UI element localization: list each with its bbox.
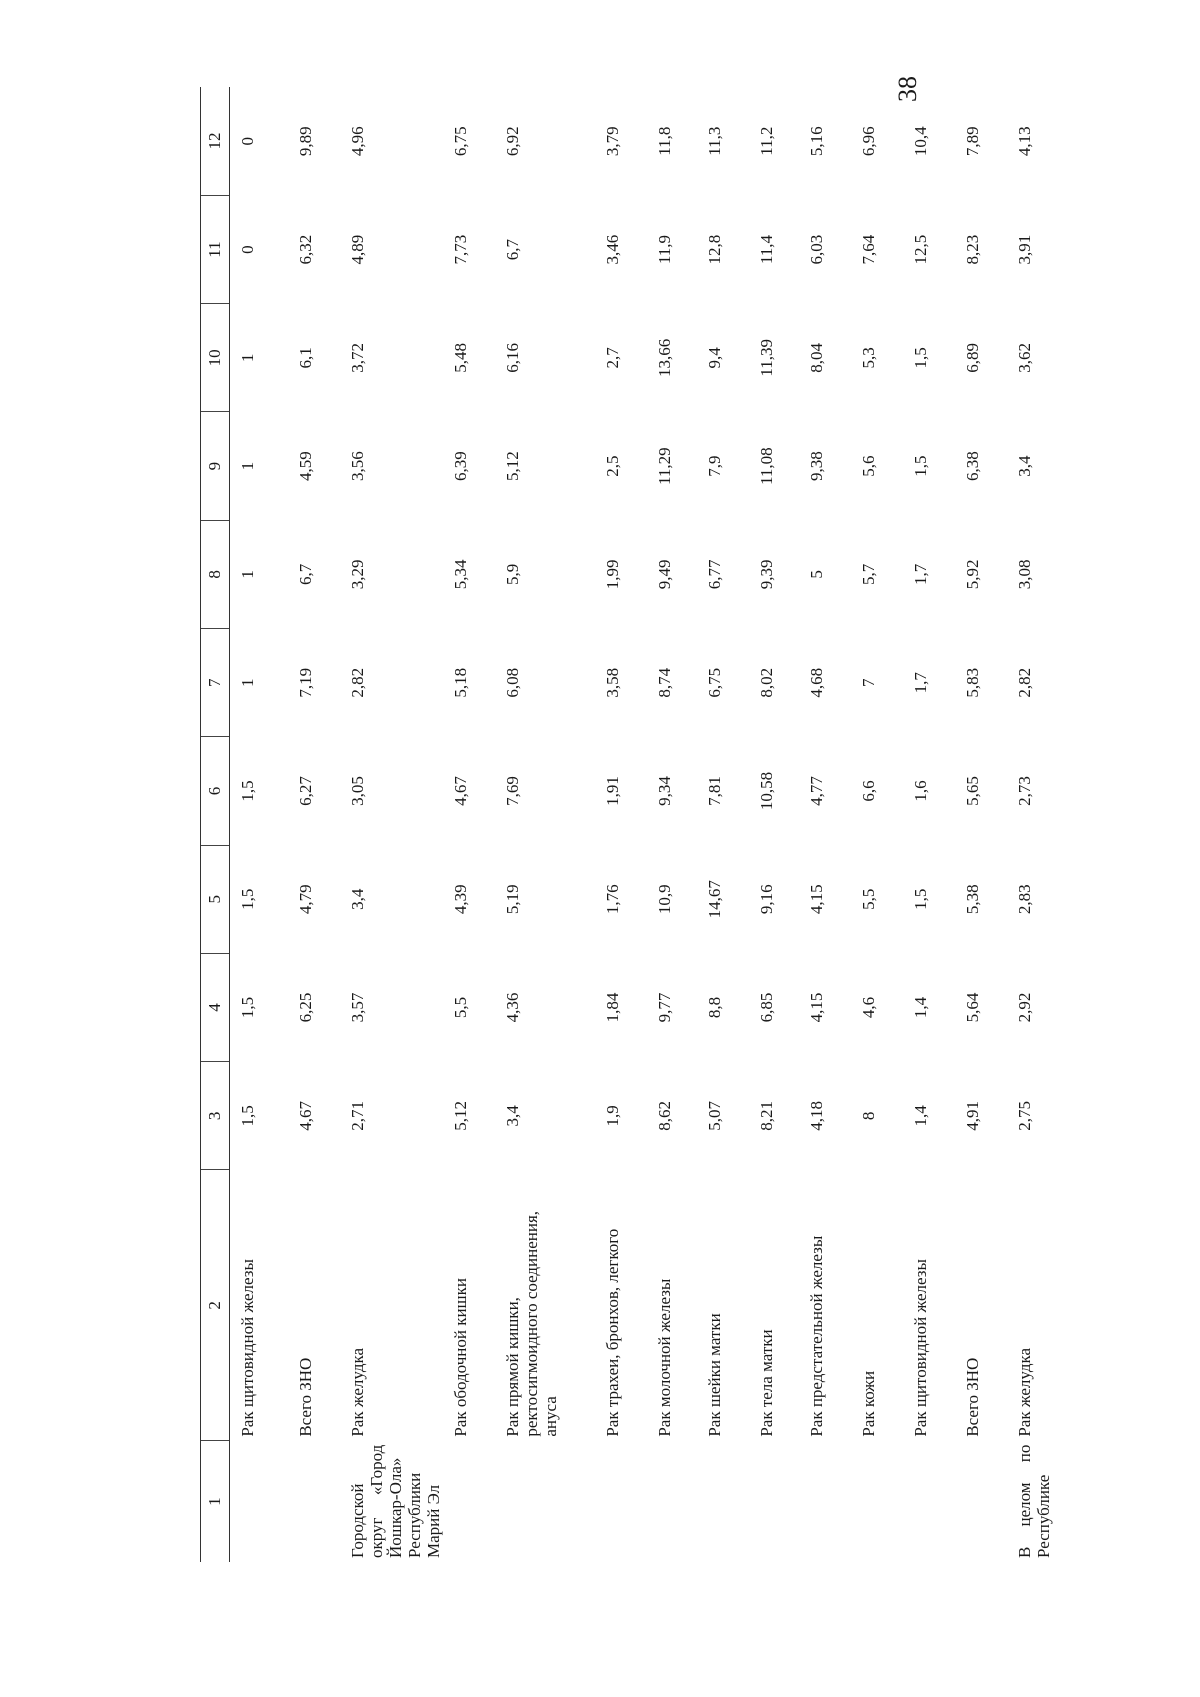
value-cell: 6,89 [962,342,982,373]
value-cell: 6,77 [704,559,724,590]
cancer-type-cell: Рак трахеи, бронхов, легкого [602,1228,622,1437]
value-cell: 1,6 [910,780,930,802]
value-cell: 3,46 [602,234,622,265]
value-cell: 5,07 [704,1100,724,1131]
column-number-header: 9 [201,412,230,520]
table-row [697,87,749,1562]
column-number-header: 8 [201,520,230,628]
value-cell: 6,7 [295,563,315,586]
column-number-header: 3 [201,1062,230,1170]
value-cell: 1,5 [238,1105,257,1127]
table-row [903,87,955,1562]
value-cell: 9,16 [756,884,776,915]
value-cell: 3,4 [347,888,367,910]
value-cell: 2,75 [1014,1100,1034,1131]
value-cell: 4,59 [295,451,315,481]
region-cell [697,1441,749,1562]
value-cell: 11,4 [756,235,776,265]
value-cell: 6,75 [704,667,724,698]
value-cell: 1,7 [910,672,930,694]
value-cell: 9,89 [295,126,315,157]
region-cell [955,1441,1007,1562]
region-cell [595,1441,647,1562]
value-cell: 7,73 [450,234,470,265]
value-cell: 1,99 [602,559,622,590]
value-cell: 8,02 [756,667,776,698]
value-cell: 4,79 [295,884,315,915]
value-cell: 11,08 [756,447,776,485]
value-cell: 5,34 [450,559,470,590]
value-cell: 6,92 [502,126,522,157]
value-cell: 6,08 [502,667,522,698]
value-cell: 1,4 [910,1105,930,1127]
value-cell: 1,5 [910,347,930,369]
value-cell: 5,48 [450,342,470,373]
column-number-header: 12 [201,87,230,195]
value-cell: 4,67 [450,776,470,806]
value-cell: 8 [858,1111,878,1121]
table-row [955,87,1007,1562]
value-cell: 4,36 [502,992,522,1023]
value-cell: 3,57 [347,992,367,1023]
column-number-header: 11 [201,195,230,303]
value-cell: 9,38 [806,451,826,481]
value-cell: 4,89 [347,234,367,265]
value-cell: 5,3 [858,347,878,369]
region-cell [647,1441,697,1562]
value-cell: 0 [238,136,257,146]
value-cell: 13,66 [654,338,674,377]
table-row [749,87,799,1562]
value-cell: 12,8 [704,234,724,265]
value-cell: 6,27 [295,776,315,806]
value-cell: 6,85 [756,992,776,1023]
value-cell: 9,77 [654,992,674,1023]
value-cell: 6,38 [962,451,982,481]
value-cell: 3,05 [347,776,367,806]
value-cell: 3,4 [502,1105,522,1127]
value-cell: 11,29 [654,447,674,485]
value-cell: 6,32 [295,234,315,265]
value-cell: 6,75 [450,126,470,157]
table-row [443,87,495,1562]
cancer-type-cell: Рак тела матки [756,1329,776,1437]
value-cell: 5,92 [962,559,982,590]
column-number-row [201,87,230,1562]
value-cell: 1,4 [910,996,930,1019]
cancer-type-cell: Всего ЗНО [962,1357,982,1437]
table-row [340,87,443,1562]
value-cell: 3,08 [1014,559,1034,590]
value-cell: 11,39 [756,339,776,377]
region-cell [851,1441,903,1562]
column-number-header: 5 [201,845,230,953]
value-cell: 6,6 [858,780,878,802]
value-cell: 1,5 [910,888,930,910]
column-number-header: 7 [201,629,230,737]
value-cell: 6,1 [295,347,315,369]
value-cell: 2,82 [347,667,367,698]
cancer-type-cell: Рак желудка [1014,1347,1034,1437]
value-cell: 4,77 [806,776,826,806]
value-cell: 4,15 [806,884,826,915]
value-cell: 2,73 [1014,776,1034,806]
value-cell: 1 [238,461,257,471]
rotated-table-sheet [200,87,1060,1562]
value-cell: 3,58 [602,667,622,698]
value-cell: 6,7 [502,238,522,261]
value-cell: 8,62 [654,1100,674,1131]
value-cell: 9,34 [654,776,674,806]
cancer-type-cell: Рак желудка [347,1347,367,1437]
table-row [495,87,595,1562]
value-cell: 5,38 [962,884,982,915]
value-cell: 9,39 [756,559,776,590]
table-row [230,87,288,1562]
value-cell: 11,9 [654,235,674,265]
value-cell: 3,72 [347,342,367,373]
value-cell: 1,5 [238,888,257,910]
region-cell [749,1441,799,1562]
value-cell: 7,69 [502,776,522,806]
table-row [288,87,340,1562]
column-number-header: 2 [201,1170,230,1441]
cancer-type-cell: Рак щитовидной железы [910,1259,930,1437]
region-cell [799,1441,851,1562]
column-number-header: 6 [201,737,230,845]
value-cell: 4,96 [347,126,367,157]
value-cell: 7,19 [295,667,315,698]
value-cell: 4,39 [450,884,470,915]
page-number: 38 [893,76,922,102]
value-cell: 1 [238,353,257,363]
value-cell: 5,12 [502,451,522,481]
value-cell: 3,79 [602,126,622,157]
value-cell: 1,84 [602,992,622,1023]
table-row [595,87,647,1562]
value-cell: 6,16 [502,342,522,373]
table-row [1007,87,1077,1562]
value-cell: 6,96 [858,126,878,157]
value-cell: 5,64 [962,992,982,1023]
value-cell: 3,4 [1014,455,1034,477]
value-cell: 8,04 [806,342,826,373]
value-cell: 1 [238,570,257,579]
value-cell: 2,83 [1014,884,1034,915]
cancer-type-cell: Рак кожи [858,1370,878,1437]
value-cell: 10,9 [654,884,674,915]
value-cell: 8,21 [756,1100,776,1131]
value-cell: 7 [858,678,878,687]
value-cell: 9,49 [654,559,674,590]
cancer-type-cell: Всего ЗНО [295,1357,315,1437]
value-cell: 3,62 [1014,342,1034,373]
region-cell [443,1441,495,1562]
value-cell: 6,03 [806,234,826,265]
cancer-type-cell: Рак шейки матки [704,1313,724,1437]
region-cell [340,1441,443,1562]
value-cell: 5,7 [858,563,878,586]
value-cell: 4,15 [806,992,826,1023]
value-cell: 12,5 [910,234,930,265]
value-cell: 11,8 [654,126,674,156]
value-cell: 5,19 [502,884,522,915]
value-cell: 8,74 [654,667,674,698]
value-cell: 2,7 [602,347,622,369]
value-cell: 4,91 [962,1100,982,1131]
value-cell: 4,18 [806,1100,826,1131]
region-cell [288,1441,340,1562]
value-cell: 11,3 [704,126,724,156]
table-row [851,87,903,1562]
value-cell: 5,5 [858,888,878,910]
value-cell: 5,6 [858,455,878,477]
value-cell: 5 [806,570,826,579]
cancer-type-cell: Рак предстательной железы [806,1235,826,1437]
value-cell: 1,9 [602,1105,622,1127]
value-cell: 10,4 [910,126,930,157]
cancer-type-cell: Рак молочной железы [654,1278,674,1437]
value-cell: 11,2 [756,126,776,156]
value-cell: 6,39 [450,451,470,481]
region-cell [1007,1441,1077,1562]
region-label: В целом по Республике [1014,1444,1053,1558]
value-cell: 2,5 [602,455,622,477]
value-cell: 5,65 [962,776,982,806]
table-body [230,87,1077,1562]
value-cell: 7,9 [704,455,724,477]
value-cell: 10,58 [756,771,776,811]
column-number-header: 10 [201,304,230,412]
value-cell: 4,68 [806,667,826,698]
value-cell: 1,76 [602,884,622,915]
value-cell: 5,12 [450,1100,470,1131]
table-row [799,87,851,1562]
value-cell: 7,89 [962,126,982,157]
value-cell: 3,56 [347,451,367,481]
cancer-type-cell: Рак прямой кишки, ректосигмоидного соединения, ануса [502,1210,560,1437]
value-cell: 3,29 [347,559,367,590]
value-cell: 4,67 [295,1100,315,1131]
value-cell: 2,82 [1014,667,1034,698]
cancer-type-cell: Рак щитовидной железы [238,1259,257,1437]
value-cell: 1,5 [910,455,930,477]
value-cell: 5,5 [450,996,470,1019]
value-cell: 7,81 [704,776,724,806]
value-cell: 0 [238,245,257,254]
region-label: Городской округ «Город Йошкар-Ола» Республики Марий Эл [347,1444,443,1558]
cancer-type-cell: Рак ободочной кишки [450,1277,470,1437]
column-number-header: 1 [201,1441,230,1562]
value-cell: 5,83 [962,667,982,698]
column-number-header: 4 [201,953,230,1061]
region-cell [230,1441,288,1562]
value-cell: 9,4 [704,347,724,369]
region-cell [903,1441,955,1562]
value-cell: 5,18 [450,667,470,698]
region-cell [495,1441,595,1562]
table-row [647,87,697,1562]
incidence-table [200,87,1077,1562]
value-cell: 7,64 [858,234,878,265]
value-cell: 5,16 [806,126,826,157]
value-cell: 1 [238,678,257,687]
value-cell: 3,91 [1014,234,1034,265]
value-cell: 6,25 [295,992,315,1023]
value-cell: 4,13 [1014,126,1034,157]
value-cell: 1,7 [910,563,930,586]
value-cell: 2,92 [1014,992,1034,1023]
value-cell: 1,5 [238,780,257,802]
value-cell: 1,91 [602,776,622,806]
value-cell: 2,71 [347,1100,367,1131]
value-cell: 8,8 [704,996,724,1019]
value-cell: 1,5 [238,996,257,1019]
value-cell: 14,67 [704,880,724,919]
value-cell: 8,23 [962,234,982,265]
value-cell: 5,9 [502,563,522,586]
value-cell: 4,6 [858,996,878,1019]
